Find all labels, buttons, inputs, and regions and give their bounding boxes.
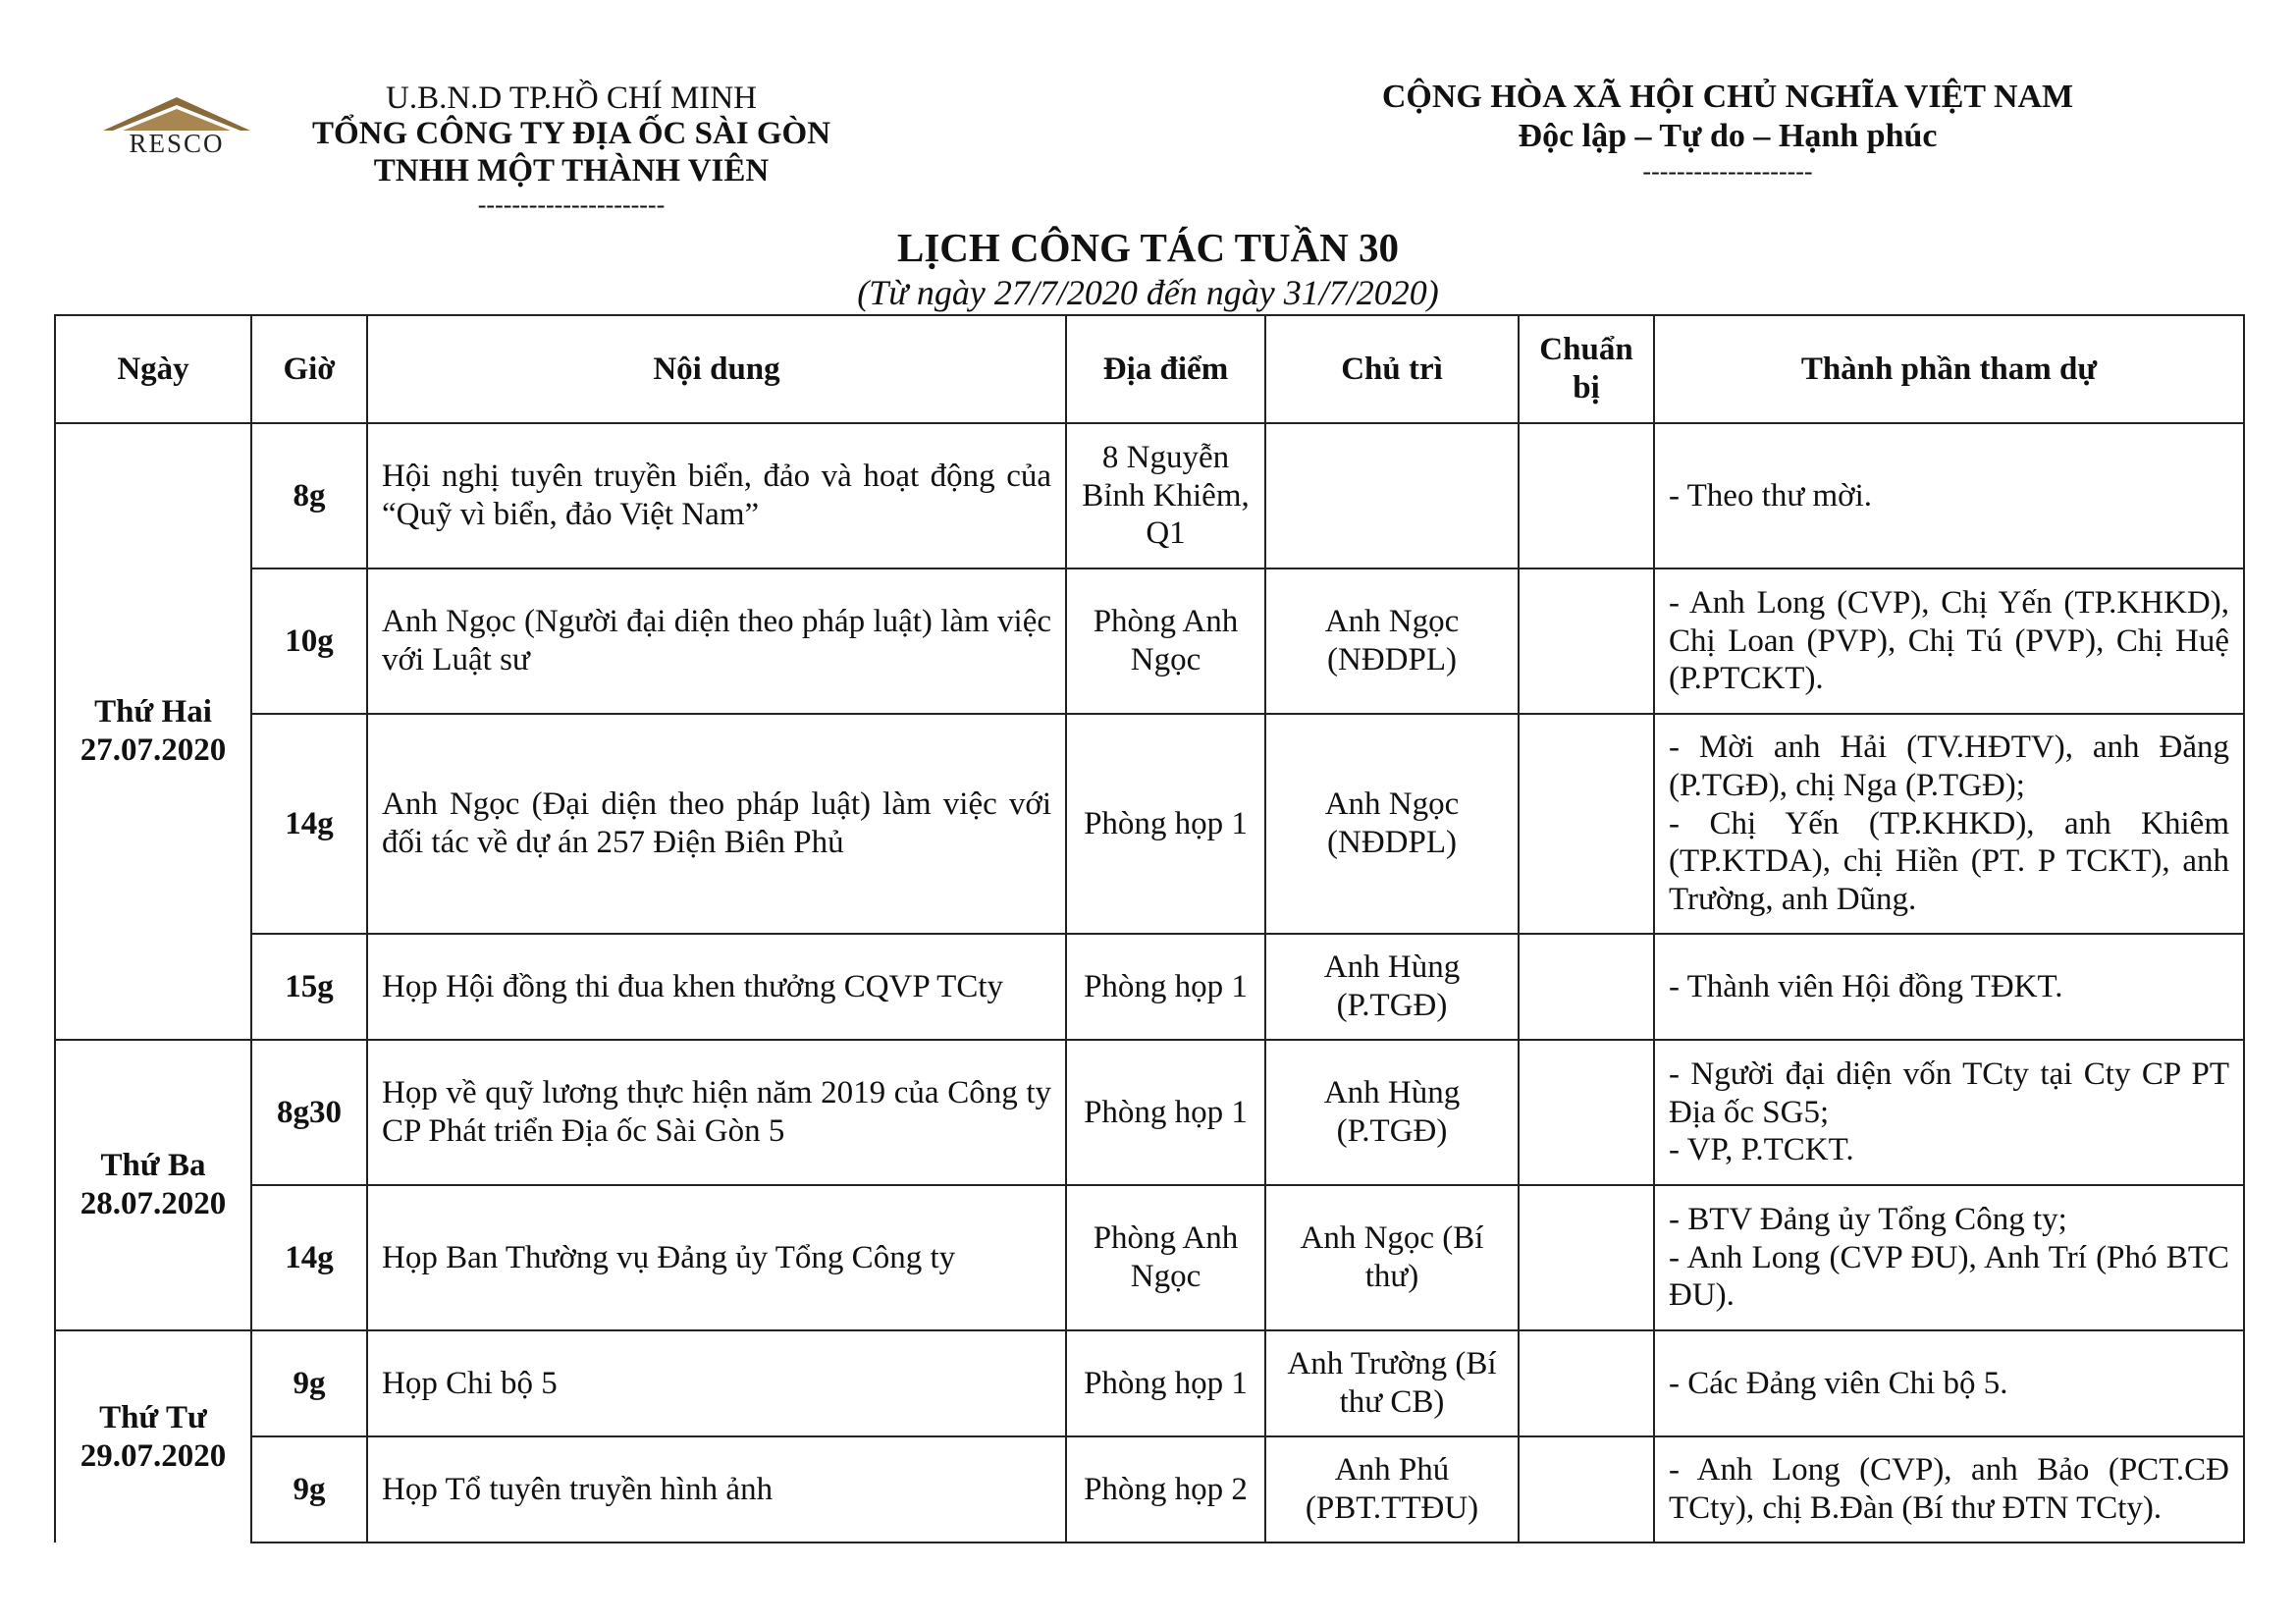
table-row [55,568,2244,714]
org-type: TNHH MỘT THÀNH VIÊN [373,153,770,189]
page-title: LỊCH CÔNG TÁC TUẦN 30 [896,225,1400,270]
time-cell: 10g [251,568,367,714]
participants-cell: - Anh Long (CVP), anh Bảo (PCT.CĐ TCty), chị B.Đàn (Bí thư ĐTN TCty). [1654,1436,2244,1543]
table-row [55,934,2244,1040]
content-cell: Anh Ngọc (Người đại diện theo pháp luật) làm việc với Luật sư [367,568,1066,714]
host-cell [1265,423,1519,568]
prep-cell [1519,1040,1654,1185]
time-cell: 15g [251,934,367,1040]
col-header-time: Giờ [251,315,367,423]
content-cell: Hội nghị tuyên truyền biển, đảo và hoạt động của “Quỹ vì biển, đảo Việt Nam” [367,423,1066,568]
participants-cell: - Theo thư mời. [1654,423,2244,568]
content-cell: Anh Ngọc (Đại diện theo pháp luật) làm việc với đối tác về dự án 257 Điện Biên Phủ [367,714,1066,934]
table-row [55,714,2244,934]
host-cell: Anh Ngọc (NĐDPL) [1265,714,1519,934]
host-cell: Anh Ngọc (Bí thư) [1265,1185,1519,1330]
participants-cell: - Mời anh Hải (TV.HĐTV), anh Đăng (P.TGĐ), chị Nga (P.TGĐ); - Chị Yến (TP.KHKD), anh Khiêm (TP.KTDA), chị Hiền (PT. P TCKT), anh Trường, anh Dũng. [1654,714,2244,934]
participants-cell: - BTV Đảng ủy Tổng Công ty; - Anh Long (CVP ĐU), Anh Trí (Phó BTC ĐU). [1654,1185,2244,1330]
table-row [55,1040,2244,1185]
org-name: TỔNG CÔNG TY ĐỊA ỐC SÀI GÒN [311,116,831,151]
time-cell: 8g30 [251,1040,367,1185]
day-date: 27.07.2020 [80,732,227,768]
org-parent: U.B.N.D TP.HỒ CHÍ MINH [385,81,757,116]
page-subtitle: (Từ ngày 27/7/2020 đến ngày 31/7/2020) [857,273,1439,312]
logo-text: RESCO [129,129,225,158]
day-name: Thứ Hai [94,694,212,731]
host-cell: Anh Phú (PBT.TTĐU) [1265,1436,1519,1543]
prep-cell [1519,1185,1654,1330]
schedule-table [54,314,2245,1543]
time-cell: 9g [251,1436,367,1543]
table-header-row [55,315,2244,423]
participants-cell: - Thành viên Hội đồng TĐKT. [1654,934,2244,1040]
prep-cell [1519,934,1654,1040]
place-cell: Phòng họp 2 [1066,1436,1265,1543]
col-header-place: Địa điểm [1066,315,1265,423]
place-cell: Phòng họp 1 [1066,1040,1265,1185]
prep-cell [1519,1436,1654,1543]
day-date: 28.07.2020 [80,1186,227,1221]
place-cell: 8 Nguyễn Bỉnh Khiêm, Q1 [1066,423,1265,568]
host-cell: Anh Trường (Bí thư CB) [1265,1330,1519,1436]
roof-logo-icon [93,93,260,133]
prep-cell [1519,568,1654,714]
place-cell: Phòng Anh Ngọc [1066,568,1265,714]
day-cell [55,1040,251,1330]
time-cell: 14g [251,1185,367,1330]
col-header-day: Ngày [55,315,251,423]
schedule-body [55,423,2244,1543]
table-row [55,423,2244,568]
national-divider: -------------------- [1642,157,1813,186]
place-cell: Phòng họp 1 [1066,1330,1265,1436]
national-motto: Độc lập – Tự do – Hạnh phúc [1518,118,1938,154]
national-title: CỘNG HÒA XÃ HỘI CHỦ NGHĨA VIỆT NAM [1381,79,2074,115]
content-cell: Họp về quỹ lương thực hiện năm 2019 của Công ty CP Phát triển Địa ốc Sài Gòn 5 [367,1040,1066,1185]
place-cell: Phòng họp 1 [1066,934,1265,1040]
host-cell: Anh Hùng (P.TGĐ) [1265,934,1519,1040]
host-cell: Anh Hùng (P.TGĐ) [1265,1040,1519,1185]
participants-cell: - Các Đảng viên Chi bộ 5. [1654,1330,2244,1436]
host-cell: Anh Ngọc (NĐDPL) [1265,568,1519,714]
place-cell: Phòng Anh Ngọc [1066,1185,1265,1330]
table-row [55,1330,2244,1436]
col-header-content: Nội dung [367,315,1066,423]
col-header-participants: Thành phần tham dự [1654,315,2244,423]
place-cell: Phòng họp 1 [1066,714,1265,934]
day-cell [55,423,251,1040]
time-cell: 9g [251,1330,367,1436]
time-cell: 14g [251,714,367,934]
time-cell: 8g [251,423,367,568]
content-cell: Họp Tổ tuyên truyền hình ảnh [367,1436,1066,1543]
table-row [55,1436,2244,1543]
table-row [55,1185,2244,1330]
prep-cell [1519,1330,1654,1436]
day-cell [55,1330,251,1543]
participants-cell: - Anh Long (CVP), Chị Yến (TP.KHKD), Chị Loan (PVP), Chị Tú (PVP), Chị Huệ (P.PTCKT). [1654,568,2244,714]
org-divider: ---------------------- [477,190,666,219]
participants-cell: - Người đại diện vốn TCty tại Cty CP PT Địa ốc SG5; - VP, P.TCKT. [1654,1040,2244,1185]
content-cell: Họp Ban Thường vụ Đảng ủy Tổng Công ty [367,1185,1066,1330]
content-cell: Họp Chi bộ 5 [367,1330,1066,1436]
day-date: 29.07.2020 [80,1437,227,1474]
prep-cell [1519,423,1654,568]
day-name: Thứ Ba [100,1148,206,1184]
content-cell: Họp Hội đồng thi đua khen thưởng CQVP TCty [367,934,1066,1040]
col-header-host: Chủ trì [1265,315,1519,423]
col-header-prep: Chuẩn bị [1519,315,1654,423]
resco-logo [93,93,260,167]
prep-cell [1519,714,1654,934]
day-name: Thứ Tư [99,1399,207,1435]
